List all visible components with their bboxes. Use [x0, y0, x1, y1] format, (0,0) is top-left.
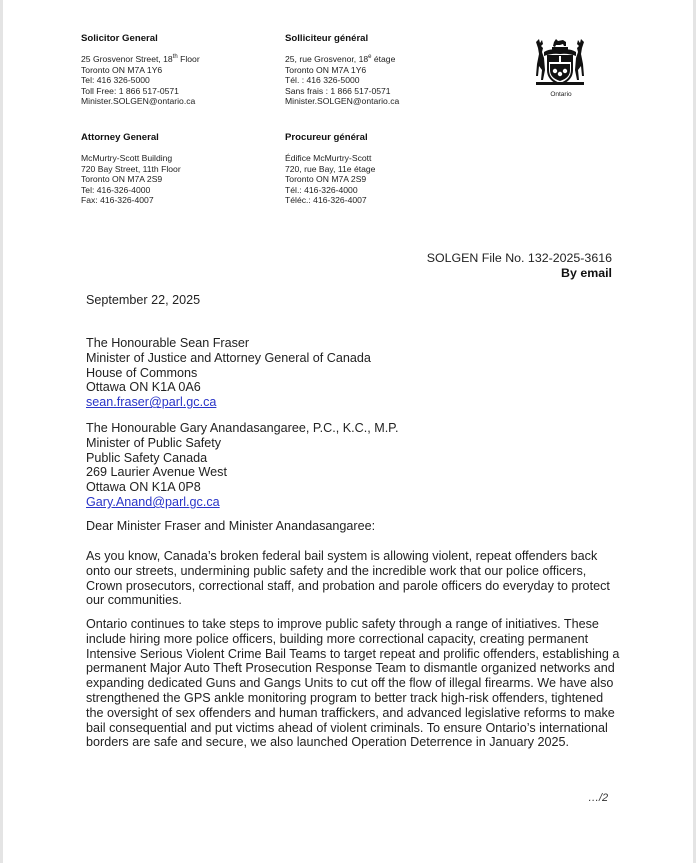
- address-email: Minister.SOLGEN@ontario.ca: [285, 96, 400, 107]
- address-phone: Tel: 416-326-4000: [81, 184, 151, 195]
- file-number: SOLGEN File No. 132-2025-3616: [426, 251, 612, 265]
- recipient-city: Ottawa ON K1A 0A6: [86, 380, 201, 395]
- address-city: Toronto ON M7A 1Y6: [81, 64, 163, 75]
- recipient-city: Ottawa ON K1A 0P8: [86, 480, 201, 495]
- attorney-general-title: Attorney General: [81, 132, 159, 143]
- crest-label: Ontario: [550, 91, 572, 98]
- address-fax: Fax: 416-326-4007: [81, 195, 154, 206]
- paragraph-line: Intensive Serious Violent Crime Bail Teams to target repeat and prolific offenders, establishing a: [86, 646, 620, 661]
- recipient-email-link[interactable]: Gary.Anand@parl.gc.ca: [86, 494, 220, 509]
- paragraph-line: As you know, Canada’s broken federal bail system is allowing violent, repeat offenders back: [86, 549, 598, 563]
- address-city: Toronto ON M7A 1Y6: [285, 64, 367, 75]
- recipient-title: Minister of Justice and Attorney General of Canada: [86, 350, 371, 365]
- address-line: [81, 54, 200, 64]
- paragraph-line: Ontario continues to take steps to improve public safety through a range of initiatives. These: [86, 617, 599, 631]
- letter-date: September 22, 2025: [86, 293, 201, 307]
- attorney-general-address-fr: [285, 133, 375, 205]
- solliciteur-general-title: Solliciteur général: [285, 33, 369, 44]
- recipient-title: Minister of Public Safety: [86, 435, 222, 450]
- ordinal-suffix: th: [172, 54, 178, 61]
- address-fax: Téléc.: 416-326-4007: [285, 195, 367, 206]
- recipient-name: The Honourable Sean Fraser: [86, 336, 250, 350]
- address-tollfree: Sans frais : 1 866 517-0571: [285, 85, 391, 96]
- delivery-method: By email: [561, 266, 612, 280]
- page-edge-left: [0, 0, 3, 863]
- recipient-org: House of Commons: [86, 365, 198, 380]
- address-building: Édifice McMurtry-Scott: [285, 153, 372, 164]
- recipient-address-fraser: [86, 336, 371, 410]
- recipient-street: 269 Laurier Avenue West: [86, 465, 227, 480]
- salutation: Dear Minister Fraser and Minister Anandasangaree:: [86, 519, 376, 533]
- paragraph-line: include hiring more police officers, building more correctional capacity, creating permanent: [86, 631, 589, 646]
- recipient-email-link[interactable]: sean.fraser@parl.gc.ca: [86, 395, 217, 410]
- paragraph-line: expanding dedicated Guns and Gangs Units to cut off the flow of illegal firearms. We have also: [86, 676, 614, 691]
- paragraph-line: Crown prosecutors, correctional staff, and probation and parole officers do everyday to protect: [86, 578, 610, 593]
- paragraph-line: bail consequential and put victims ahead of violent criminals. To ensure Ontario’s international: [86, 720, 608, 735]
- recipient-org: Public Safety Canada: [86, 450, 208, 465]
- solicitor-general-title: Solicitor General: [81, 33, 158, 44]
- paragraph-line: borders are safe and secure, we also launched Operation Deterrence in January 2025.: [86, 735, 570, 750]
- address-city: Toronto ON M7A 2S9: [81, 174, 163, 185]
- attorney-general-address-en: [81, 133, 181, 205]
- address-phone: Tel: 416 326-5000: [81, 75, 150, 86]
- recipient-address-anandasangaree: [86, 421, 398, 510]
- paragraph-line: strengthened the GPS ankle monitoring program to better track high-risk offenders, tightened: [86, 690, 604, 705]
- address-street: 720 Bay Street, 11th Floor: [81, 163, 181, 174]
- address-street: 25, rue Grosvenor, 18: [285, 54, 369, 65]
- floor-label: Floor: [177, 54, 200, 65]
- procureur-general-title: Procureur général: [285, 132, 368, 143]
- ordinal-suffix: e: [368, 54, 372, 61]
- floor-label: étage: [371, 54, 396, 65]
- paragraph-2: [86, 617, 620, 750]
- address-street: 720, rue Bay, 11e étage: [285, 163, 376, 174]
- page-continuation: …/2: [588, 792, 609, 804]
- paragraph-1: [86, 549, 616, 608]
- solicitor-general-address-en: [81, 34, 200, 106]
- paragraph-line: onto our streets, undermining public safety and the incredible work that our police officers,: [86, 563, 587, 578]
- paragraph-line: permanent Major Auto Theft Prosecution Response Team to dismantle organized networks and: [86, 661, 615, 676]
- paragraph-line: our communities.: [86, 593, 182, 608]
- address-city: Toronto ON M7A 2S9: [285, 174, 367, 185]
- address-street: 25 Grosvenor Street, 18: [81, 54, 173, 65]
- address-phone: Tél.: 416-326-4000: [285, 184, 358, 195]
- address-phone: Tél. : 416 326-5000: [285, 75, 360, 86]
- solicitor-general-address-fr: [285, 34, 399, 106]
- address-line: [285, 54, 399, 64]
- address-tollfree: Toll Free: 1 866 517-0571: [81, 85, 179, 96]
- recipient-name: The Honourable Gary Anandasangaree, P.C., K.C., M.P.: [86, 421, 399, 435]
- address-email: Minister.SOLGEN@ontario.ca: [81, 96, 196, 107]
- paragraph-line: the oversight of sex offenders and human traffickers, and advanced legislative reforms to make: [86, 705, 615, 720]
- address-building: McMurtry-Scott Building: [81, 153, 173, 164]
